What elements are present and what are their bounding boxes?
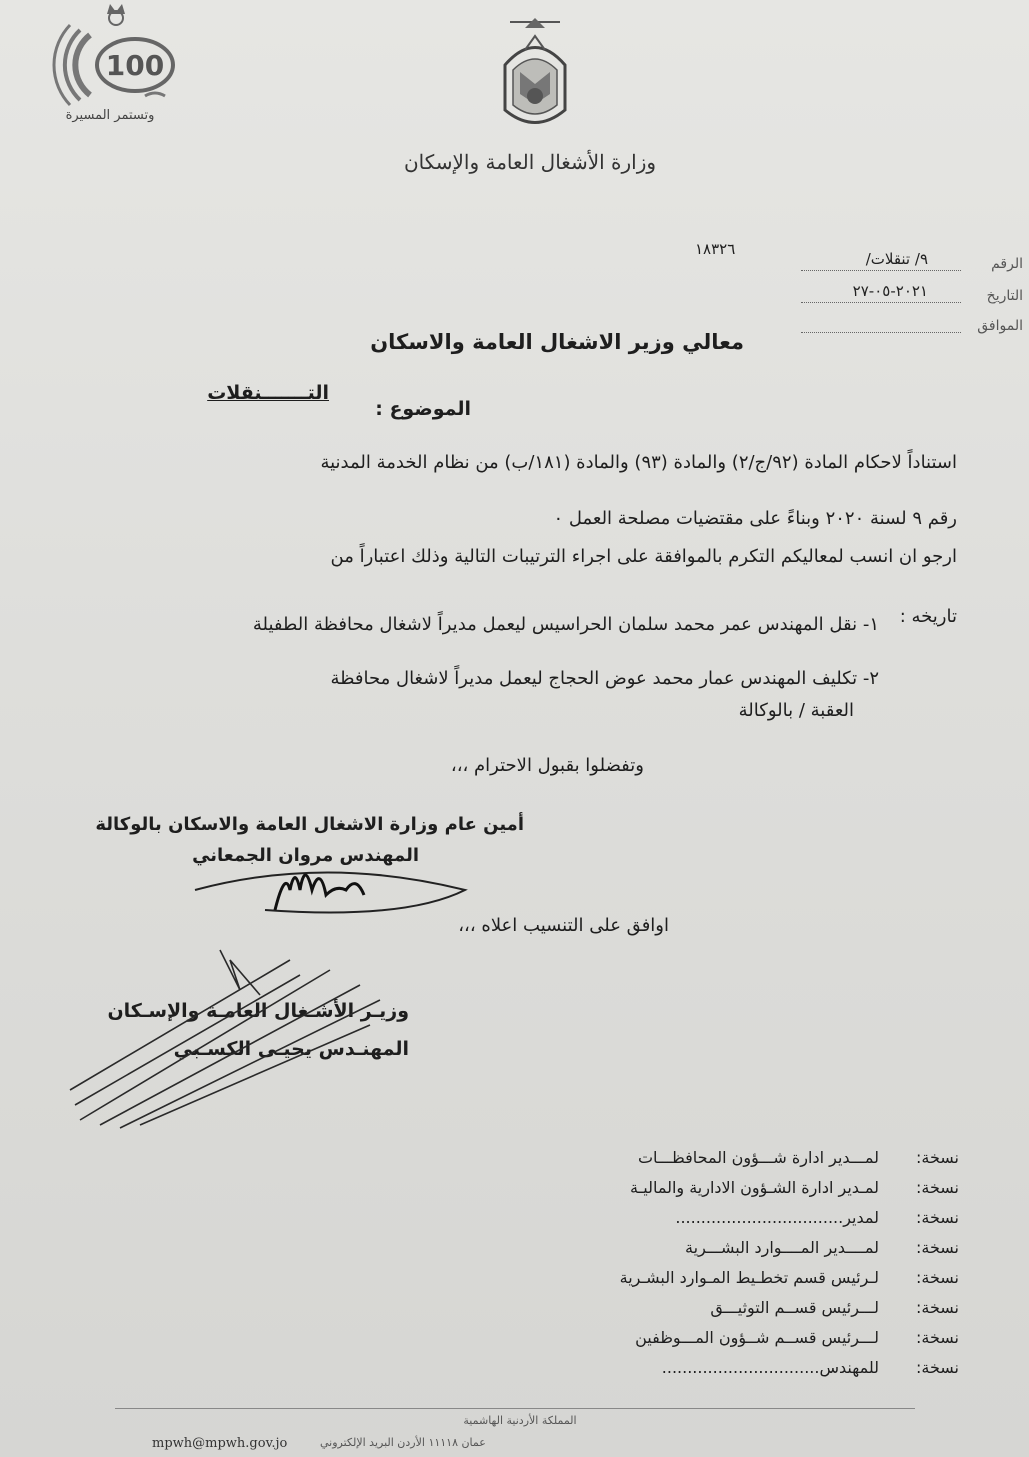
copy-row [489,1238,959,1268]
body-line: العقبة / بالوكالة [738,700,854,721]
body-line: ٢- تكليف المهندس عمار محمد عوض الحجاج ليعمل مديراً لاشغال محافظة [330,668,879,689]
ministry-name: وزارة الأشغال العامة والإسكان [403,150,657,174]
handwritten-signature-1 [185,860,475,930]
minister-title: وزيـر الأشـغال العامـة والإسـكان [107,1000,409,1022]
copy-recipient: لمــــدير المــــوارد البشـــرية [685,1238,879,1257]
body-line: استناداً لاحكام المادة (٩٢/ج/٢) والمادة (٩٣) والمادة (١٨١/ب) من نظام الخدمة المدنية [320,452,957,473]
closing-line: وتفضلوا بقبول الاحترام ،،، [450,755,644,776]
subject-label: الموضوع : [375,398,471,420]
copy-row [489,1178,959,1208]
body-line: تاريخه : [899,606,957,627]
body-line: ارجو ان انسب لمعاليكم التكرم بالموافقة على اجراء الترتيبات التالية وذلك اعتباراً من [330,546,957,567]
copy-row [489,1298,959,1328]
copy-recipient: لمـدير ادارة الشـؤون الادارية والماليـة [629,1178,879,1197]
dotted-line [801,302,961,303]
copy-recipient: للمهندس............................... [661,1358,879,1377]
corresponding-label: الموافق [977,318,1023,334]
body-line: ١- نقل المهندس عمر محمد سلمان الحراسيس ليعمل مديراً لاشغال محافظة الطفيلة [252,614,879,635]
sec-general-title: أمين عام وزارة الاشغال العامة والاسكان بالوكالة [95,814,524,835]
copy-recipient: لـرئيس قسم تخطـيط المـوارد البشـرية [619,1268,879,1287]
meta-corresponding-row [763,318,1023,340]
handwritten-signature-2 [60,930,390,1130]
number-label: الرقم [991,256,1023,272]
centenary-caption: وتستمر المسيرة [65,108,155,123]
date-value: ٢٠٢١-٠٥-٢٧ [852,282,928,300]
copy-recipient: لمـــدير ادارة شـــؤون المحافظـــات [637,1148,879,1167]
copy-label: نسخة: [915,1208,959,1227]
dotted-line [801,332,961,333]
copy-row [489,1268,959,1298]
copy-recipient: لـــرئيس قســم التوثيـــق [710,1298,879,1317]
dotted-line [801,270,961,271]
body-line: رقم ٩ لسنة ٢٠٢٠ وبناءً على مقتضيات مصلحة العمل ٠ [553,508,957,529]
copy-label: نسخة: [915,1268,959,1287]
sec-general-name: المهندس مروان الجمعاني [192,845,419,866]
copy-row [489,1148,959,1178]
copy-recipient: لـــرئيس قســم شــؤون المـــوظفين [635,1328,879,1347]
copies-list [489,1148,959,1388]
minister-name: المهنـدس يحيـى الكسـبي [173,1038,409,1060]
copy-recipient: لمدير................................. [675,1208,879,1227]
footer-divider [115,1408,915,1409]
subject-value: التـــــــنقلات [207,382,329,404]
copy-label: نسخة: [915,1328,959,1347]
approval-line: اوافق على التنسيب اعلاه ،،، [458,915,669,936]
addressee: معالي وزير الاشغال العامة والاسكان [370,330,744,354]
copy-label: نسخة: [915,1238,959,1257]
footer-address: عمان ١١١١٨ الأردن البريد الإلكتروني [320,1436,486,1449]
footer-email: mpwh@mpwh.gov.jo [152,1436,288,1451]
copy-row [489,1208,959,1238]
copy-label: نسخة: [915,1148,959,1167]
copy-row [489,1328,959,1358]
reference-number: ١٨٣٢٦ [695,240,736,258]
meta-number-row [763,250,1023,278]
copy-label: نسخة: [915,1358,959,1377]
centenary-number: 100 [105,49,165,82]
date-label: التاريخ [986,288,1023,304]
copy-label: نسخة: [915,1298,959,1317]
copy-label: نسخة: [915,1178,959,1197]
meta-date-row [763,282,1023,310]
copy-row [489,1358,959,1388]
number-value: ٩/ تنقلات/ [865,250,928,268]
footer-kingdom: المملكة الأردنية الهاشمية [463,1414,577,1427]
royal-crest-icon [495,10,575,145]
